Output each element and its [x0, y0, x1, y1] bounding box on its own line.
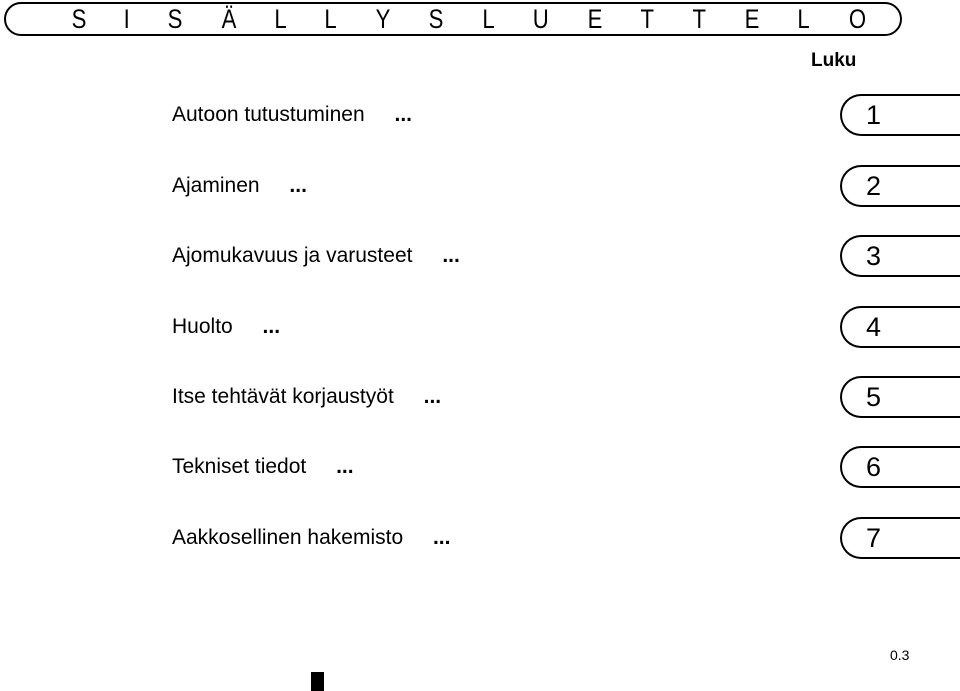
title-letter: L	[274, 3, 287, 34]
title-letter: Ä	[221, 3, 237, 34]
toc-dot-leader: ...	[442, 244, 460, 267]
title-letter: I	[124, 3, 131, 34]
chapter-number: 3	[866, 240, 882, 271]
chapter-tab[interactable]	[840, 446, 960, 488]
chapter-tab[interactable]	[840, 165, 960, 207]
toc-row[interactable]	[172, 235, 960, 277]
toc-entry-text	[172, 384, 752, 410]
toc-entry-title[interactable]: Tekniset tiedot	[172, 455, 307, 478]
chapter-number: 1	[866, 99, 882, 130]
toc-entry-text	[172, 102, 752, 128]
chapter-tab[interactable]	[840, 235, 960, 277]
title-letter: S	[71, 3, 87, 34]
toc-entry-title[interactable]: Ajaminen	[172, 174, 260, 197]
toc-dot-leader: ...	[336, 455, 354, 478]
chapter-number: 4	[866, 311, 882, 342]
chapter-tab[interactable]	[840, 517, 960, 559]
chapter-number: 2	[866, 170, 882, 201]
toc-entry-text	[172, 525, 752, 551]
title-letter: O	[848, 3, 866, 34]
title-letter: S	[167, 3, 183, 34]
toc-dot-leader: ...	[432, 526, 451, 549]
title-letter: S	[428, 3, 444, 34]
chapter-number: 6	[866, 451, 882, 482]
toc-entry-title[interactable]: Huolto	[172, 315, 233, 338]
page-number: 0.3	[890, 647, 910, 663]
title-letter: U	[532, 3, 549, 34]
toc-entry-text	[172, 243, 752, 269]
toc-entry-text	[172, 314, 752, 340]
toc-entry-text	[172, 454, 752, 480]
title-letter: L	[797, 3, 811, 34]
chapter-column-label: Luku	[811, 50, 857, 71]
toc-entry-title[interactable]: Autoon tutustuminen	[172, 103, 365, 126]
chapter-tab[interactable]	[840, 306, 960, 348]
toc-row[interactable]	[172, 306, 960, 348]
chapter-tab[interactable]	[840, 376, 960, 418]
toc-dot-leader: ...	[394, 103, 412, 126]
toc-entry-title[interactable]: Aakkosellinen hakemisto	[172, 526, 404, 549]
crop-mark	[311, 672, 324, 691]
title-letter: Y	[375, 3, 391, 34]
toc-entry-text	[172, 173, 752, 199]
title-letter: E	[744, 3, 760, 34]
title-letter: E	[587, 3, 603, 34]
title-letter: L	[482, 3, 495, 34]
contents-title-banner	[4, 2, 902, 36]
toc-dot-leader: ...	[289, 174, 307, 197]
toc-entry-title[interactable]: Ajomukavuus ja varusteet	[172, 244, 413, 267]
toc-dot-leader: ...	[423, 385, 442, 408]
chapter-number: 5	[866, 381, 882, 412]
title-letter: T	[692, 3, 707, 34]
toc-row[interactable]	[172, 94, 960, 136]
toc-row[interactable]	[172, 376, 960, 418]
title-letter: T	[640, 3, 655, 34]
toc-dot-leader: ...	[262, 315, 281, 338]
toc-row[interactable]	[172, 517, 960, 559]
toc-row[interactable]	[172, 446, 960, 488]
chapter-tab[interactable]	[840, 94, 960, 136]
chapter-number: 7	[866, 522, 882, 553]
toc-entry-title[interactable]: Itse tehtävät korjaustyöt	[172, 385, 394, 408]
toc-row[interactable]	[172, 165, 960, 207]
title-letter: L	[324, 3, 338, 34]
